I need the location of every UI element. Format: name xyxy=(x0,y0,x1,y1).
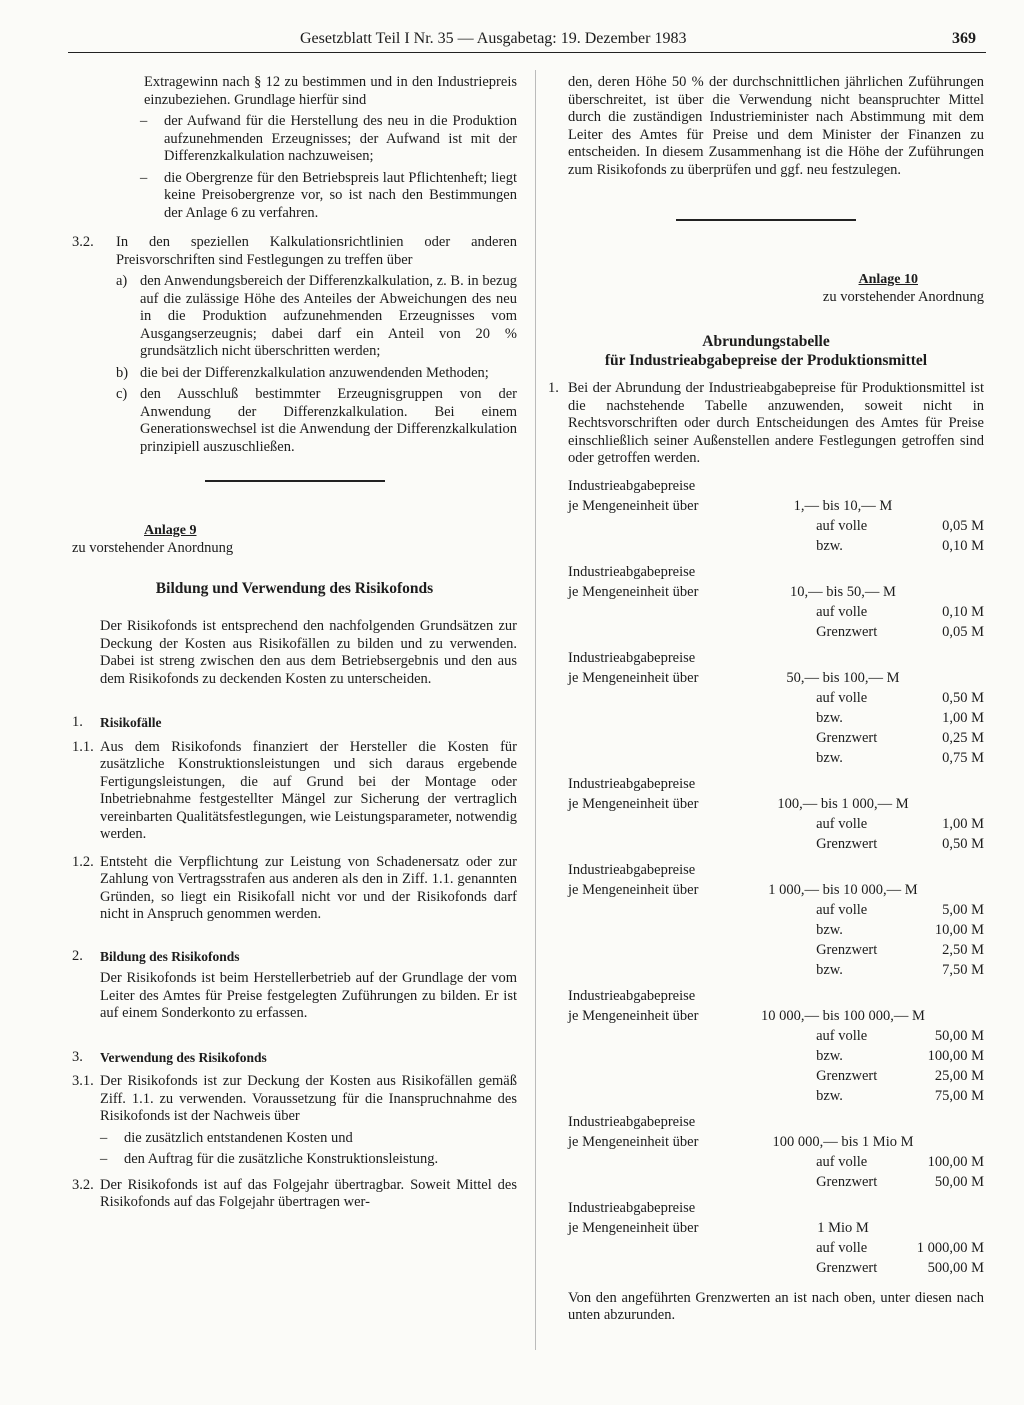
section-title: Verwendung des Risikofonds xyxy=(100,1049,267,1065)
table-group-label-line xyxy=(568,860,984,880)
table-row-indent xyxy=(568,1238,816,1258)
table-row-indent xyxy=(568,516,816,536)
table-price-range: 100,— bis 1 000,— M xyxy=(777,795,909,812)
table-row xyxy=(568,900,984,920)
table-row-value: 50,00 M xyxy=(934,1173,985,1190)
table-row xyxy=(568,602,984,622)
paragraph-3-2b xyxy=(72,1177,517,1212)
table-group xyxy=(568,562,984,642)
table-row-indent xyxy=(568,1152,816,1172)
table-row xyxy=(568,1258,984,1278)
paragraph-text: Entsteht die Verpflichtung zur Leistung von Schadenersatz oder zur Zahlung von Vertragsstrafen aus anderen als den in Ziff. 1.1. genannten Gründen, so liegt ein Risikofall nicht vor und der Risikofonds darf nicht in Anspruch genommen werden. xyxy=(100,853,517,922)
paragraph-1-1 xyxy=(72,739,517,844)
list-item xyxy=(140,113,517,166)
table-row-indent xyxy=(568,688,816,708)
table-row-indent xyxy=(568,814,816,834)
paragraph-1-2 xyxy=(72,854,517,924)
table-group-range-line xyxy=(568,496,984,516)
table-row-key: bzw. xyxy=(816,1087,843,1104)
table-row xyxy=(568,708,984,728)
table-row-key: Grenzwert xyxy=(816,1067,878,1084)
table-row-key: auf volle xyxy=(816,603,868,620)
table-row-key: bzw. xyxy=(816,1047,843,1064)
list-marker: a) xyxy=(116,273,128,289)
table-row-key: auf volle xyxy=(816,689,868,706)
table-group xyxy=(568,1198,984,1278)
list-item xyxy=(100,1151,517,1169)
table-group-label-line xyxy=(568,562,984,582)
table-group-range-line xyxy=(568,1006,984,1026)
table-group-label-line xyxy=(568,648,984,668)
list-item-text: den Ausschluß bestimmter Erzeugnisgruppen von der Anwendung der Differenzkalkulation. Bei einem Generationswechsel ist die Anwendung der Differenzkalkulation prinzipiell auszuschließen. xyxy=(140,386,517,455)
table-price-range: 1 000,— bis 10 000,— M xyxy=(768,881,918,898)
table-row-value: 7,50 M xyxy=(942,961,985,978)
table-row-value: 1,00 M xyxy=(942,815,985,832)
table-price-range: 10 000,— bis 100 000,— M xyxy=(761,1007,925,1024)
table-row xyxy=(568,688,984,708)
table-row-value: 10,00 M xyxy=(934,921,985,938)
section-rule xyxy=(205,480,385,482)
table-group-label-line xyxy=(568,774,984,794)
table-row xyxy=(568,1152,984,1172)
table-group-sublabel: je Mengeneinheit über xyxy=(568,583,699,600)
table-group-sublabel: je Mengeneinheit über xyxy=(568,669,699,686)
table-price-range: 1 Mio M xyxy=(817,1219,869,1236)
table-row-indent xyxy=(568,602,816,622)
table-group-range-line xyxy=(568,582,984,602)
table-row-value: 1 000,00 M xyxy=(916,1239,985,1256)
table-group-sublabel: je Mengeneinheit über xyxy=(568,795,699,812)
intro-dash-list xyxy=(72,113,517,222)
table-row-indent xyxy=(568,1066,816,1086)
list-item xyxy=(116,273,517,361)
paragraph-number: 1. xyxy=(548,380,559,396)
list-item-text: den Anwendungsbereich der Differenzkalkulation, z. B. in bezug auf die zulässige Höhe des Anteiles der Abweichungen des neu in die Produktion aufzunehmenden Erzeugnisses vom Ausgangserzeugnis; dabei darf ein Anteil von 20 % grundsätzlich nicht überschritten werden; xyxy=(140,273,517,359)
table-row xyxy=(568,516,984,536)
anlage-10-label xyxy=(548,271,984,289)
table-price-range: 10,— bis 50,— M xyxy=(790,583,896,600)
intro-paragraph: Der Risikofonds ist entsprechend den nachfolgenden Grundsätzen zur Deckung der Kosten aus Risikofällen zu bilden und zu verwenden. Dabei ist streng zwischen den aus dem Betriebsergebnis und den aus dem Risikofonds zu deckenden Kosten zu unterscheiden. xyxy=(100,618,517,687)
paragraph-text: Der Risikofonds ist zur Deckung der Kosten aus Risikofällen gemäß Ziff. 1.1. zu verwenden. Voraussetzung für die Inanspruchnahme des Risikofonds ist der Nachweis über xyxy=(100,1073,517,1124)
table-group-label: Industrieabgabepreise xyxy=(568,987,696,1004)
table-row-key: bzw. xyxy=(816,749,843,766)
table-group-sublabel: je Mengeneinheit über xyxy=(568,881,699,898)
table-row-value: 0,05 M xyxy=(942,517,985,534)
table-row-value: 50,00 M xyxy=(934,1027,985,1044)
table-row-indent xyxy=(568,1258,816,1278)
table-group xyxy=(568,1112,984,1192)
table-group-label: Industrieabgabepreise xyxy=(568,563,696,580)
section-number: 2. xyxy=(72,947,83,964)
paragraph-number: 3.2. xyxy=(72,234,94,250)
table-row xyxy=(568,1046,984,1066)
table-row-value: 0,10 M xyxy=(942,537,985,554)
section-title: Bildung des Risikofonds xyxy=(100,948,240,964)
table-row-value: 500,00 M xyxy=(927,1259,985,1276)
table-row xyxy=(568,622,984,642)
intro-paragraph: Extragewinn nach § 12 zu bestimmen und in den Industriepreis einzubeziehen. Grundlage hierfür sind xyxy=(144,74,517,108)
table-group-label-line xyxy=(568,986,984,1006)
list-item-text: der Aufwand für die Herstellung des neu in die Produktion aufzunehmenden Erzeugnisses; der Aufwand ist mit der Differenzkalkulation nachzuweisen; xyxy=(164,113,517,164)
list-item-text: die Obergrenze für den Betriebspreis laut Pflichtenheft; liegt keine Preisobergrenze vor, so ist nach den Bestimmungen der Anlage 6 zu verfahren. xyxy=(164,169,517,221)
paragraph-text: Bei der Abrundung der Industrieabgabepreise für Produktionsmittel ist die nachstehende Tabelle anzuwenden, soweit nicht in Rechtsvorschriften oder durch Entscheidungen des Amtes für Preise einschließlich seiner Außenstellen andere Festlegungen getroffen sind oder getroffen werden. xyxy=(568,380,984,466)
section-2-heading xyxy=(72,948,517,967)
table-row-indent xyxy=(568,708,816,728)
table-group-sublabel: je Mengeneinheit über xyxy=(568,1219,699,1236)
closing-paragraph: Von den angeführten Grenzwerten an ist nach oben, unter diesen nach unten abzurunden. xyxy=(568,1289,984,1323)
table-price-range: 50,— bis 100,— M xyxy=(786,669,900,686)
table-row-value: 100,00 M xyxy=(927,1047,985,1064)
table-row-value: 1,00 M xyxy=(942,709,985,726)
section-rule xyxy=(676,219,856,221)
table-row-indent xyxy=(568,940,816,960)
table-group-label: Industrieabgabepreise xyxy=(568,477,696,494)
table-group xyxy=(568,860,984,980)
table-row-value: 5,00 M xyxy=(942,901,985,918)
table-row-value: 25,00 M xyxy=(934,1067,985,1084)
table-group-range-line xyxy=(568,794,984,814)
table-row-key: Grenzwert xyxy=(816,1173,878,1190)
table-row xyxy=(568,1066,984,1086)
page-header: Gesetzblatt Teil I Nr. 35 — Ausgabetag: 19. Dezember 1983 xyxy=(300,30,687,47)
table-row-indent xyxy=(568,536,816,556)
table-row-indent xyxy=(568,1046,816,1066)
table-row-key: auf volle xyxy=(816,1153,868,1170)
table-group xyxy=(568,648,984,768)
table-row-value: 0,25 M xyxy=(942,729,985,746)
table-row-indent xyxy=(568,1086,816,1106)
left-column xyxy=(72,74,517,1222)
paragraph-text: Der Risikofonds ist auf das Folgejahr übertragbar. Soweit Mittel des Risikofonds auf das Folgejahr übertragen wer- xyxy=(100,1176,517,1210)
table-row-indent xyxy=(568,1026,816,1046)
table-row-value: 75,00 M xyxy=(934,1087,985,1104)
table-row-key: bzw. xyxy=(816,961,843,978)
table-row xyxy=(568,814,984,834)
list-marker: c) xyxy=(116,386,128,402)
table-group-label: Industrieabgabepreise xyxy=(568,1199,696,1216)
table-group-label-line xyxy=(568,1198,984,1218)
table-row-indent xyxy=(568,748,816,768)
list-item-text: die zusätzlich entstandenen Kosten und xyxy=(124,1129,353,1146)
table-group-label-line xyxy=(568,1112,984,1132)
page-number: 369 xyxy=(952,30,976,47)
table-row-key: bzw. xyxy=(816,709,843,726)
table-row-value: 2,50 M xyxy=(942,941,985,958)
table-row-key: auf volle xyxy=(816,1027,868,1044)
paragraph-number: 1.2. xyxy=(72,853,94,870)
table-row-key: auf volle xyxy=(816,901,868,918)
table-row-indent xyxy=(568,728,816,748)
table-row-key: Grenzwert xyxy=(816,623,878,640)
section-3-heading xyxy=(72,1049,517,1068)
table-row xyxy=(568,536,984,556)
dash-marker: – xyxy=(100,1129,108,1146)
table-row xyxy=(568,1086,984,1106)
table-heading: Abrundungstabelle xyxy=(702,333,830,350)
paragraph-3-1 xyxy=(72,1073,517,1126)
dash-marker: – xyxy=(140,169,148,186)
table-row-key: auf volle xyxy=(816,517,868,534)
continuation-paragraph: den, deren Höhe 50 % der durchschnittlichen jährlichen Zuführungen überschreitet, ist über die Verwendung nicht beanspruchter Mittel durch die zuständigen Industrieminister nach Abstimmung mit dem Leiter des Amtes für Preise und dem Minister der Finanzen zu entscheiden. In diesem Zusammenhang ist die Höhe der Zuführungen zum Risikofonds zu überprüfen und ggf. neu festzulegen. xyxy=(568,74,984,178)
table-price-range: 100 000,— bis 1 Mio M xyxy=(772,1133,914,1150)
table-row-key: bzw. xyxy=(816,921,843,938)
section-1-heading xyxy=(72,714,517,733)
table-row-indent xyxy=(568,834,816,854)
paragraph-text: Der Risikofonds ist beim Herstellerbetrieb auf der Grundlage der vom Leiter des Amtes für Preise festgelegten Zuführungen zu bilden. Er ist auf einem Sonderkonto zu erfassen. xyxy=(100,970,517,1021)
right-column xyxy=(548,74,984,1325)
paragraph-3-2-list xyxy=(72,273,517,456)
table-row xyxy=(568,748,984,768)
table-row-value: 0,50 M xyxy=(942,835,985,852)
table-group-label: Industrieabgabepreise xyxy=(568,1113,696,1130)
anlage-title: Anlage 9 xyxy=(144,523,197,538)
table-group-range-line xyxy=(568,1132,984,1152)
table-row xyxy=(568,960,984,980)
table-row-value: 0,05 M xyxy=(942,623,985,640)
table-row xyxy=(568,1026,984,1046)
table-row xyxy=(568,1172,984,1192)
table-group-range-line xyxy=(568,1218,984,1238)
table-row-value: 0,10 M xyxy=(942,603,985,620)
table-row-key: Grenzwert xyxy=(816,835,878,852)
table-row-value: 100,00 M xyxy=(927,1153,985,1170)
table-group-label-line xyxy=(568,476,984,496)
list-item xyxy=(116,386,517,456)
table-row xyxy=(568,940,984,960)
paragraph-3-2 xyxy=(72,234,517,269)
list-item-text: die bei der Differenzkalkulation anzuwendenden Methoden; xyxy=(140,364,489,381)
table-row xyxy=(568,1238,984,1258)
table-row-key: Grenzwert xyxy=(816,941,878,958)
table-row-key: auf volle xyxy=(816,815,868,832)
table-row-value: 0,50 M xyxy=(942,689,985,706)
section-number: 3. xyxy=(72,1048,83,1065)
table-row xyxy=(568,834,984,854)
table-row-indent xyxy=(568,960,816,980)
paragraph-number: 3.2. xyxy=(72,1176,94,1193)
paragraph-number: 1.1. xyxy=(72,738,94,755)
table-group-range-line xyxy=(568,668,984,688)
table-group-label: Industrieabgabepreise xyxy=(568,861,696,878)
table-row-key: Grenzwert xyxy=(816,729,878,746)
table-row xyxy=(568,920,984,940)
table-row-indent xyxy=(568,1172,816,1192)
paragraph-text: In den speziellen Kalkulationsrichtlinien oder anderen Preisvorschriften sind Festlegungen zu treffen über xyxy=(116,234,517,268)
table-price-range: 1,— bis 10,— M xyxy=(793,497,893,514)
table-subheading: für Industrieabgabepreise der Produktionsmittel xyxy=(604,352,928,369)
paragraph-text: Aus dem Risikofonds finanziert der Hersteller die Kosten für zusätzliche Konstruktionsleistungen und sich daraus ergebende Fertigungsleistungen, die auf Grund bei der Montage oder Inbetriebnahme festgestellter Mängel zur Sicherung der vertraglich vereinbarten Qualitätsfestlegungen, wie Leistungsparameter, notwendig werden. xyxy=(100,738,517,842)
list-item xyxy=(116,365,517,383)
header-rule xyxy=(68,52,986,53)
anlage-title: Anlage 10 xyxy=(858,272,918,287)
section-heading: Bildung und Verwendung des Risikofonds xyxy=(155,580,434,597)
section-title: Risikofälle xyxy=(100,715,162,730)
table-group-sublabel: je Mengeneinheit über xyxy=(568,1007,699,1024)
table-row-indent xyxy=(568,900,816,920)
rounding-table xyxy=(548,476,984,1278)
list-item xyxy=(140,170,517,223)
paragraph-number: 3.1. xyxy=(72,1073,94,1089)
anlage-9-label xyxy=(72,522,517,540)
dash-marker: – xyxy=(140,113,148,129)
list-item xyxy=(100,1130,517,1148)
dash-marker: – xyxy=(100,1151,108,1167)
table-row-key: bzw. xyxy=(816,537,843,554)
list-marker: b) xyxy=(116,364,129,381)
anlage-subtitle: zu vorstehender Anordnung xyxy=(72,539,234,556)
table-group-sublabel: je Mengeneinheit über xyxy=(568,497,699,514)
table-group-sublabel: je Mengeneinheit über xyxy=(568,1133,699,1150)
table-group-label: Industrieabgabepreise xyxy=(568,649,696,666)
section-number: 1. xyxy=(72,714,83,730)
table-group-range-line xyxy=(568,880,984,900)
anlage-subtitle: zu vorstehender Anordnung xyxy=(822,288,984,305)
list-item-text: den Auftrag für die zusätzliche Konstruktionsleistung. xyxy=(124,1151,439,1167)
table-row-value: 0,75 M xyxy=(942,749,985,766)
table-row xyxy=(568,728,984,748)
paragraph-3-1-list xyxy=(72,1130,517,1169)
table-group xyxy=(568,986,984,1106)
paragraph-1 xyxy=(548,380,984,468)
table-row-indent xyxy=(568,920,816,940)
table-row-indent xyxy=(568,622,816,642)
table-row-key: Grenzwert xyxy=(816,1259,878,1276)
table-group xyxy=(568,476,984,556)
table-group-label: Industrieabgabepreise xyxy=(568,775,696,792)
table-group xyxy=(568,774,984,854)
table-row-key: auf volle xyxy=(816,1239,868,1256)
column-divider xyxy=(535,70,536,1350)
